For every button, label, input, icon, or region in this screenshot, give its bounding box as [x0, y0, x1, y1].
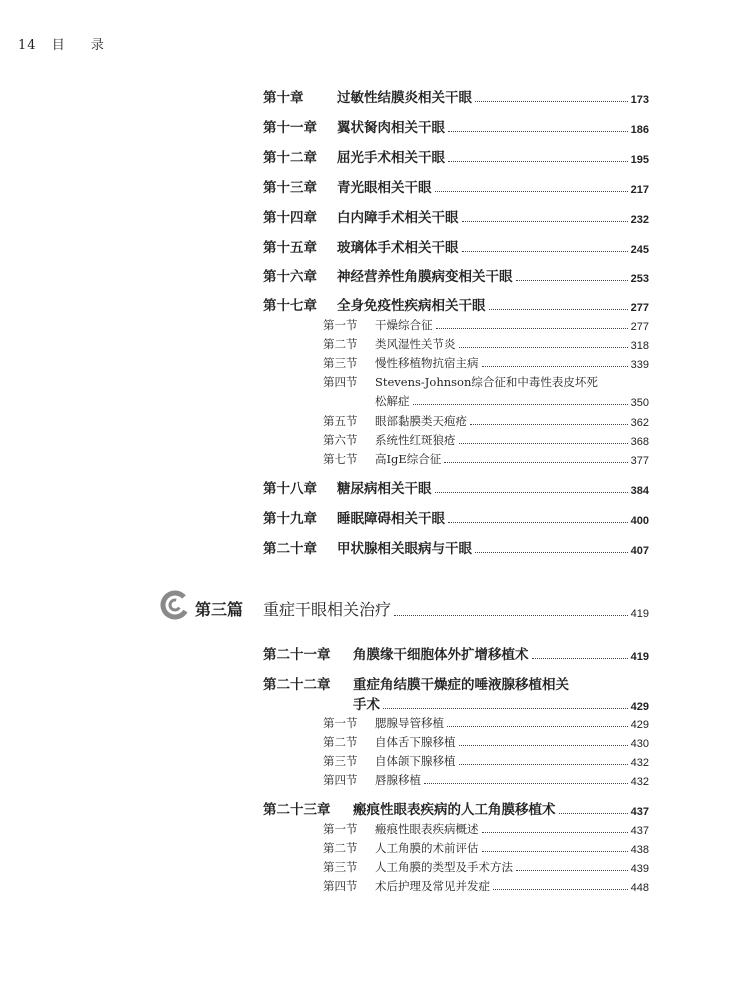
chapter-number: 第十章	[263, 90, 304, 106]
chapter-number: 第十九章	[263, 511, 317, 527]
section-title: 类风湿性关节炎	[375, 337, 456, 351]
chapter-title: 糖尿病相关干眼	[337, 481, 432, 497]
toc-section-row[interactable]	[323, 840, 649, 856]
chapter-title: 全身免疫性疾病相关干眼	[337, 298, 486, 314]
section-page: 432	[630, 776, 649, 788]
chapter-number: 第二十三章	[263, 802, 331, 818]
toc-section-row[interactable]	[323, 753, 649, 769]
section-page: 377	[630, 455, 649, 467]
toc-section-continuation-row[interactable]	[375, 393, 649, 409]
chapter-page: 429	[630, 701, 649, 713]
section-title: 人工角膜的术前评估	[375, 841, 479, 855]
section-title: 瘢痕性眼表疾病概述	[375, 822, 479, 836]
chapter-title: 过敏性结膜炎相关干眼	[337, 90, 472, 106]
section-page: 277	[630, 321, 649, 333]
toc-chapter-row[interactable]	[263, 537, 649, 557]
chapter-title: 翼状胬肉相关干眼	[337, 120, 445, 136]
leader-dots	[435, 492, 628, 493]
toc-chapter-row[interactable]	[263, 265, 649, 285]
toc-section-row[interactable]	[323, 317, 649, 333]
chapter-title: 屈光手术相关干眼	[337, 150, 445, 166]
leader-dots	[482, 851, 628, 852]
leader-dots	[475, 101, 628, 102]
section-number: 第三节	[323, 754, 358, 768]
section-number: 第六节	[323, 433, 358, 447]
chapter-number: 第十七章	[263, 298, 317, 314]
leader-dots	[462, 251, 628, 252]
toc-chapter-row[interactable]	[263, 236, 649, 256]
chapter-page: 277	[630, 302, 649, 314]
section-number: 第四节	[323, 879, 358, 893]
header-title-2: 录	[90, 38, 105, 53]
leader-dots	[424, 783, 628, 784]
chapter-number: 第十五章	[263, 240, 317, 256]
toc-section-row[interactable]	[323, 772, 649, 788]
leader-dots	[482, 366, 628, 367]
leader-dots	[448, 161, 628, 162]
leader-dots	[532, 658, 628, 659]
toc-chapter-row[interactable]	[263, 116, 649, 136]
leader-dots	[413, 404, 628, 405]
toc-chapter-row[interactable]	[263, 477, 649, 497]
section-number: 第四节	[323, 375, 358, 389]
leader-dots	[462, 221, 628, 222]
header-page-number: 14	[18, 38, 37, 53]
leader-dots	[459, 745, 628, 746]
leader-dots	[482, 832, 628, 833]
section-page: 438	[630, 844, 649, 856]
toc-section-row[interactable]	[323, 413, 649, 429]
chapter-page: 437	[630, 806, 649, 818]
toc-section-row[interactable]	[323, 821, 649, 837]
toc-section-row[interactable]	[323, 355, 649, 371]
chapter-page: 407	[630, 545, 649, 557]
header-title-1: 目	[51, 38, 66, 53]
chapter-number: 第十三章	[263, 180, 317, 196]
leader-dots	[493, 889, 628, 890]
chapter-page: 195	[630, 154, 649, 166]
toc-chapter-continuation-row[interactable]	[353, 693, 649, 713]
section-title: 腮腺导管移植	[375, 716, 444, 730]
section-number: 第四节	[323, 773, 358, 787]
chapter-title: 玻璃体手术相关干眼	[337, 240, 459, 256]
chapter-page: 419	[630, 651, 649, 663]
section-page: 432	[630, 757, 649, 769]
section-title: 唇腺移植	[375, 773, 421, 787]
leader-dots	[475, 552, 628, 553]
chapter-title: 角膜缘干细胞体外扩增移植术	[353, 647, 529, 663]
chapter-number: 第二十二章	[263, 677, 331, 693]
toc-section-row[interactable]	[323, 432, 649, 448]
section-page: 350	[630, 397, 649, 409]
part-number: 第三篇	[195, 600, 244, 619]
section-title: 系统性红斑狼疮	[375, 433, 456, 447]
chapter-title: 白内障手术相关干眼	[337, 210, 459, 226]
toc-section-row[interactable]	[323, 878, 649, 894]
leader-dots	[470, 424, 628, 425]
section-title: Stevens-Johnson综合征和中毒性表皮坏死	[375, 375, 598, 389]
toc-section-row[interactable]	[323, 734, 649, 750]
chapter-title: 甲状腺相关眼病与干眼	[337, 541, 472, 557]
chapter-page: 400	[630, 515, 649, 527]
chapter-number: 第二十一章	[263, 647, 331, 663]
toc-section-row[interactable]	[323, 859, 649, 875]
section-number: 第二节	[323, 337, 358, 351]
toc-chapter-row[interactable]	[263, 206, 649, 226]
section-number: 第一节	[323, 716, 358, 730]
leader-dots	[459, 443, 628, 444]
chapter-title: 睡眠障碍相关干眼	[337, 511, 445, 527]
section-title: 人工角膜的类型及手术方法	[375, 860, 513, 874]
chapter-page: 245	[630, 244, 649, 256]
section-title: 眼部黏膜类天疱疮	[375, 414, 467, 428]
toc-section-row[interactable]	[323, 715, 649, 731]
section-title: 术后护理及常见并发症	[375, 879, 490, 893]
section-number: 第三节	[323, 356, 358, 370]
chapter-page: 253	[630, 273, 649, 285]
leader-dots	[435, 191, 628, 192]
leader-dots	[448, 522, 628, 523]
running-header	[18, 34, 105, 53]
chapter-number: 第十四章	[263, 210, 317, 226]
chapter-number: 第十八章	[263, 481, 317, 497]
chapter-number: 第十二章	[263, 150, 317, 166]
toc-chapter-row[interactable]	[263, 176, 649, 196]
section-number: 第一节	[323, 318, 358, 332]
section-title: 自体颌下腺移植	[375, 754, 456, 768]
leader-dots	[516, 870, 628, 871]
section-page: 318	[630, 340, 649, 352]
toc-section-row[interactable]	[323, 336, 649, 352]
section-page: 429	[630, 719, 649, 731]
section-title: 干燥综合征	[375, 318, 433, 332]
section-number: 第五节	[323, 414, 358, 428]
toc-chapter-row[interactable]	[263, 294, 649, 314]
section-page: 339	[630, 359, 649, 371]
toc-section-row[interactable]	[323, 451, 649, 467]
section-title: 高IgE综合征	[375, 452, 442, 466]
leader-dots	[516, 280, 628, 281]
leader-dots	[447, 726, 628, 727]
section-page: 448	[630, 882, 649, 894]
leader-dots	[383, 708, 628, 709]
section-title: 自体舌下腺移植	[375, 735, 456, 749]
chapter-title: 青光眼相关干眼	[337, 180, 432, 196]
toc-part-row[interactable]	[195, 597, 649, 620]
toc-section-row[interactable]	[323, 374, 649, 390]
toc-chapter-row[interactable]	[263, 643, 649, 663]
leader-dots	[436, 328, 628, 329]
leader-dots	[448, 131, 628, 132]
section-number: 第二节	[323, 735, 358, 749]
toc-chapter-row[interactable]	[263, 86, 649, 106]
section-title: 慢性移植物抗宿主病	[375, 356, 479, 370]
section-number: 第三节	[323, 860, 358, 874]
chapter-page: 232	[630, 214, 649, 226]
section-page: 439	[630, 863, 649, 875]
chapter-page: 384	[630, 485, 649, 497]
leader-dots	[459, 347, 628, 348]
leader-dots	[559, 813, 628, 814]
chapter-number: 第十一章	[263, 120, 317, 136]
part-page: 419	[630, 608, 649, 620]
chapter-number: 第十六章	[263, 269, 317, 285]
toc-chapter-row[interactable]	[263, 798, 649, 818]
chapter-page: 217	[630, 184, 649, 196]
chapter-page: 173	[630, 94, 649, 106]
chapter-page: 186	[630, 124, 649, 136]
section-page: 368	[630, 436, 649, 448]
leader-dots	[394, 615, 628, 616]
section-page: 430	[630, 738, 649, 750]
section-page: 437	[630, 825, 649, 837]
toc-chapter-row[interactable]	[263, 507, 649, 527]
chapter-number: 第二十章	[263, 541, 317, 557]
part-title: 重症干眼相关治疗	[263, 600, 392, 619]
chapter-title: 神经营养性角膜病变相关干眼	[337, 269, 513, 285]
leader-dots	[489, 309, 628, 310]
section-number: 第七节	[323, 452, 358, 466]
leader-dots	[444, 462, 627, 463]
section-number: 第一节	[323, 822, 358, 836]
chapter-title: 重症角结膜干燥症的唾液腺移植相关	[353, 677, 569, 693]
chapter-title-continuation: 手术	[353, 697, 380, 713]
section-number: 第二节	[323, 841, 358, 855]
chapter-title: 瘢痕性眼表疾病的人工角膜移植术	[353, 802, 556, 818]
leader-dots	[459, 764, 628, 765]
toc-chapter-row[interactable]	[263, 146, 649, 166]
section-page: 362	[630, 417, 649, 429]
toc-chapter-row[interactable]	[263, 673, 649, 693]
section-title-continuation: 松解症	[375, 394, 410, 408]
part-logo-icon	[160, 590, 190, 620]
